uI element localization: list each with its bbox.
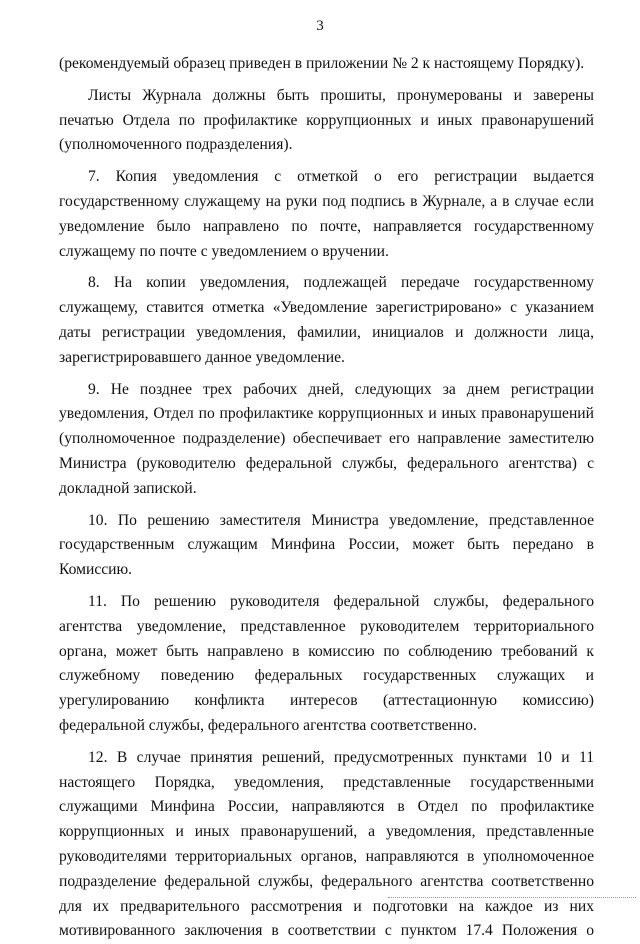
paragraph-item-7: 7. Копия уведомления с отметкой о его регистрации выдается государственному служащему на руки под подпись в Журнале, а в случае если уведомление было направлено по почте, направляется государственному служащему по почте с уведомлением о вручении. — [59, 168, 594, 260]
paragraph-item-9: 9. Не позднее трех рабочих дней, следующих за днем регистрации уведомления, Отдел по профилактике коррупционных и иных правонарушений (уполномоченное подразделение) обеспечивает его направление заместителю Министра (руководителю федеральной службы, федерального агентства) с докладной запиской. — [59, 380, 594, 497]
page-number: 3 — [316, 18, 324, 34]
document-body — [59, 52, 594, 944]
paragraph-item-8: 8. На копии уведомления, подлежащей передаче государственному служащему, ставится отметка «Уведомление зарегистрировано» с указанием даты регистрации уведомления, фамилии, инициалов и должности лица, зарегистрировавшего данное уведомление. — [59, 274, 594, 366]
paragraph-journal-sheets: Листы Журнала должны быть прошиты, пронумерованы и заверены печатью Отдела по профилактике коррупционных и иных правонарушений (уполномоченного подразделения). — [59, 86, 594, 154]
scan-artifact-line — [388, 897, 636, 899]
paragraph-item-10: 10. По решению заместителя Министра уведомление, представленное государственным служащим Минфина России, может быть передано в Комиссию. — [59, 511, 594, 579]
paragraph-item-11: 11. По решению руководителя федеральной службы, федерального агентства уведомление, представленное руководителем территориального органа, может быть направлено в комиссию по соблюдению требований к служебному поведению федеральных государственных служащих и урегулированию конфликта интересов (аттестационную комиссию) федеральной службы, федерального агентства соответственно. — [59, 592, 594, 734]
paragraph-item-12: 12. В случае принятия решений, предусмотренных пунктами 10 и 11 настоящего Порядка, уведомления, представленные государственными служащими Минфина России, направляются в Отдел по профилактике коррупционных и иных правонарушений, а уведомления, представленные руководителями территориальных органов, направляются в уполномоченное подразделение федеральной службы, федерального агентства соответственно для их предварительного рассмотрения и подготовки на каждое из них мотивированного заключения в соответствии с пунктом 17.4 Положения о — [59, 748, 594, 940]
paragraph-continuation: (рекомендуемый образец приведен в приложении № 2 к настоящему Порядку). — [59, 55, 585, 72]
